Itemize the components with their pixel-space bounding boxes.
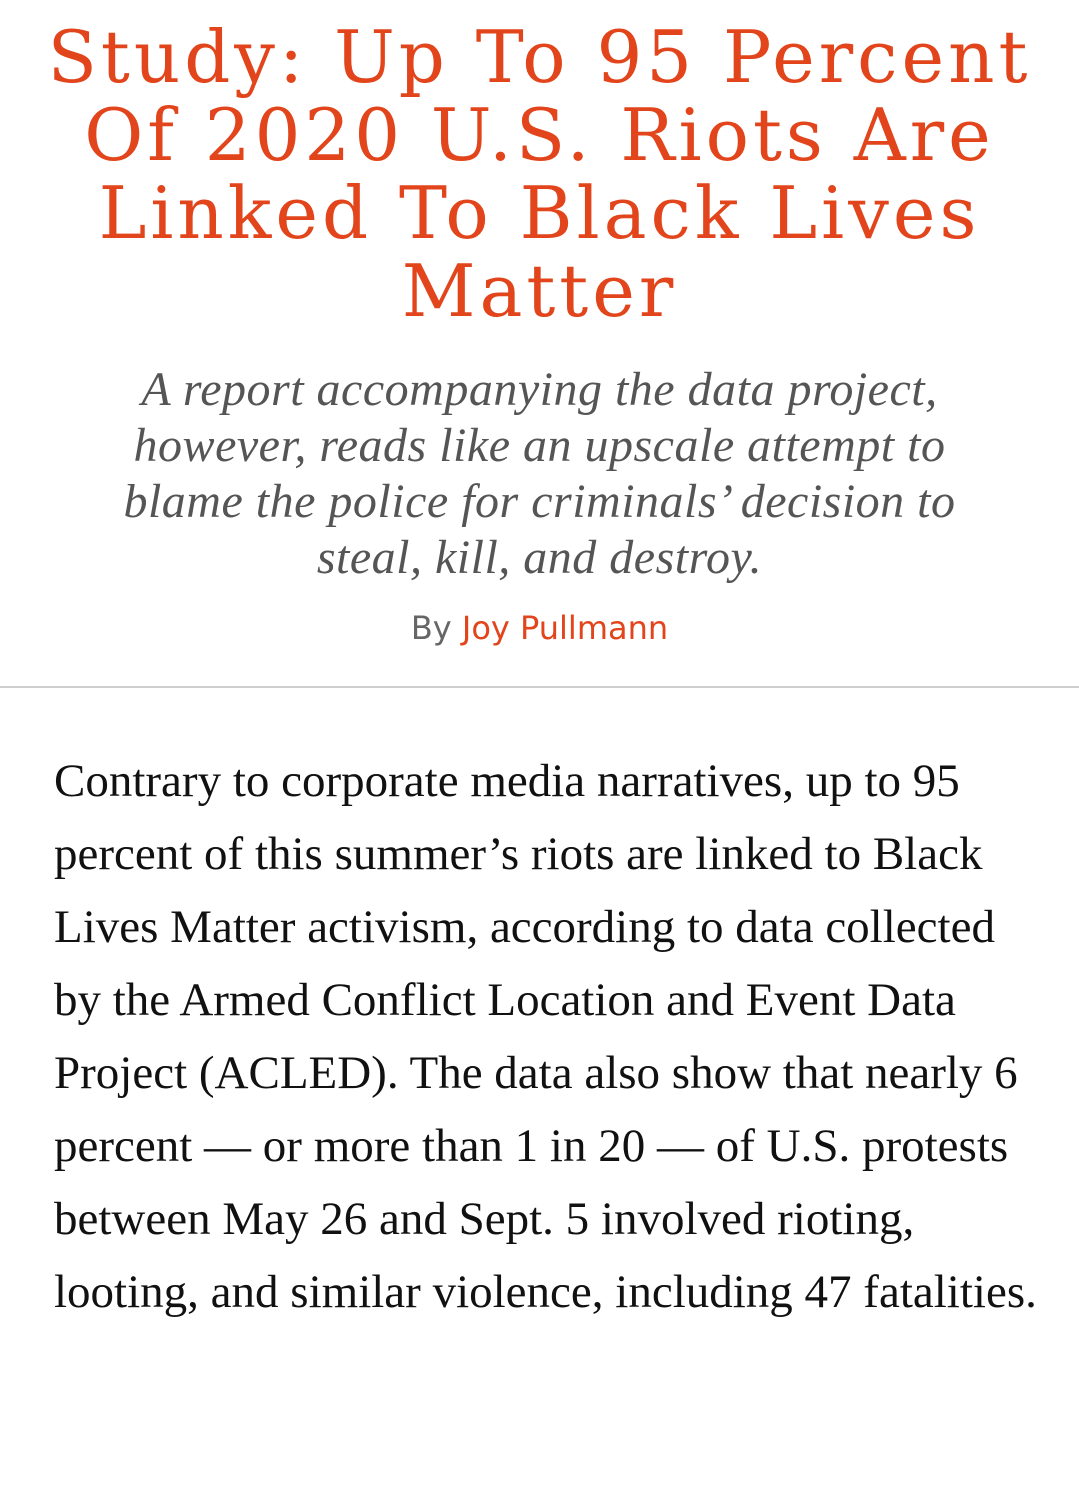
article-header: [0, 0, 1079, 648]
article-dek: A report accompanying the data project, however, reads like an upscale attempt to blame the police for criminals’ decision to steal, kill, and destroy.: [123, 363, 956, 584]
byline: [28, 608, 1051, 648]
headline: Study: Up To 95 Percent Of 2020 U.S. Riots Are Linked To Black Lives Matter: [47, 15, 1032, 333]
header-divider: [0, 686, 1079, 688]
article-body-paragraph: Contrary to corporate media narratives, up to 95 percent of this summer’s riots are linked to Black Lives Matter activism, according to data collected by the Armed Conflict Location and Event Data Project (ACLED). The data also show that nearly 6 percent — or more than 1 in 20 — of U.S. protests between May 26 and Sept. 5 involved rioting, looting, and similar violence, including 47 fatalities.: [54, 755, 1037, 1318]
author-link[interactable]: Joy Pullmann: [461, 609, 669, 647]
byline-prefix: By: [410, 609, 452, 647]
